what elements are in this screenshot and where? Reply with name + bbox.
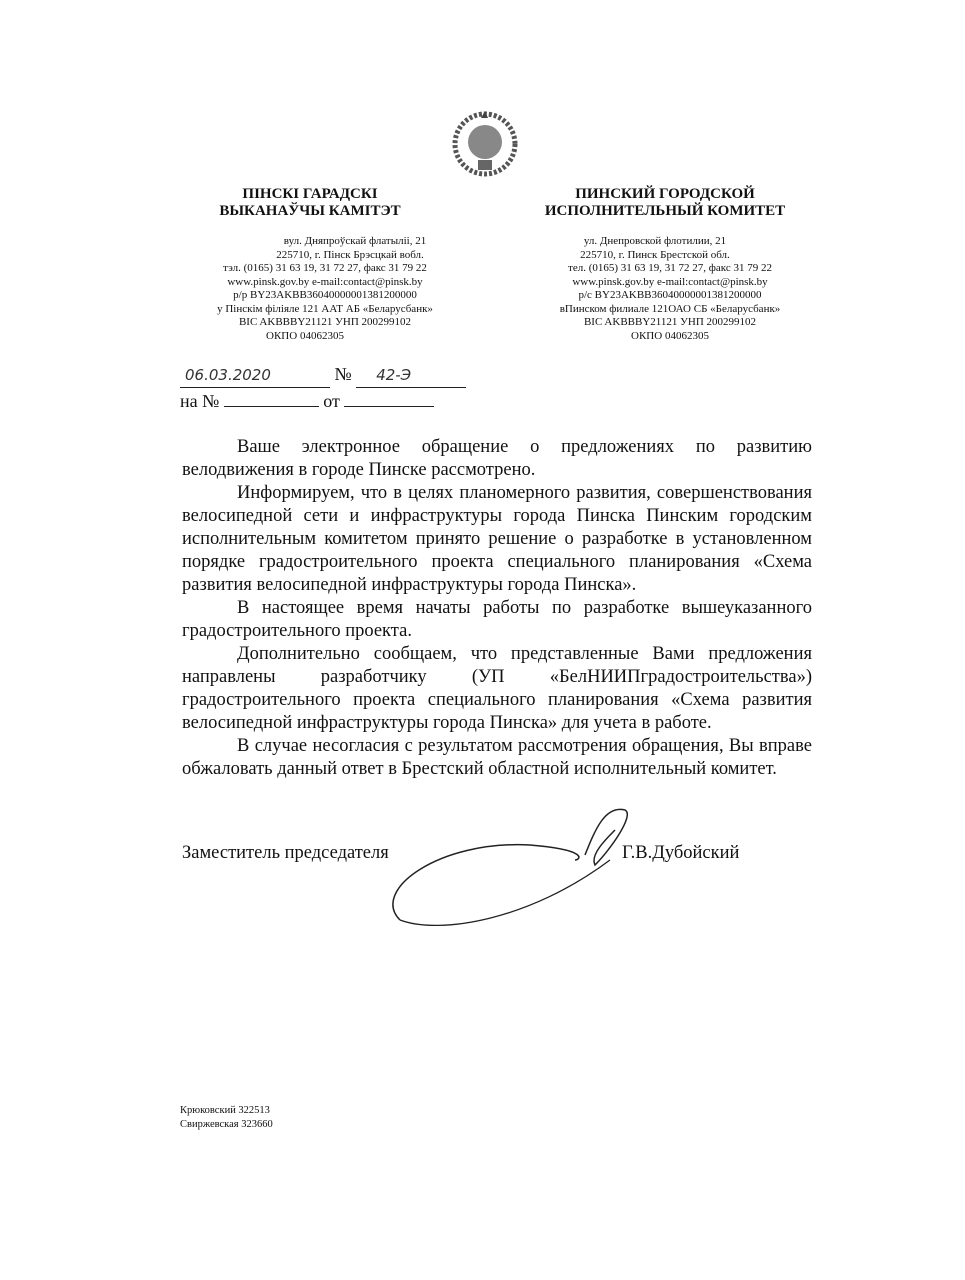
org-name-line: ПІНСКІ ГАРАДСКІ [242, 186, 378, 202]
address-line: www.pinsk.gov.by e-mail:contact@pinsk.by [572, 275, 768, 288]
address-line: у Пінскім філіяле 121 ААТ АБ «Беларусбанк» [217, 302, 433, 315]
address-block-ru [525, 235, 815, 343]
body-paragraph: Ваше электронное обращение о предложениях по развитию велодвижения в городе Пинске рассмотрено. [182, 437, 812, 480]
footer-contact: Крюковский 322513 [180, 1105, 270, 1116]
address-line: вПинском филиале 121ОАО СБ «Беларусбанк» [559, 302, 781, 315]
org-name-line: ПИНСКИЙ ГОРОДСКОЙ [575, 186, 755, 202]
address-block-by [180, 235, 470, 343]
footer-contacts [180, 1104, 273, 1132]
org-name-by [190, 186, 430, 220]
body-paragraph: В случае несогласия с результатом рассмотрения обращения, Вы вправе обжаловать данный ответ в Брестский областной исполнительный комитет. [182, 736, 812, 779]
address-line: BIC AKBBBY21121 УНП 200299102 [238, 316, 412, 328]
signer-position: Заместитель председателя [182, 843, 389, 863]
org-name-line: ИСПОЛНИТЕЛЬНЫЙ КОМИТЕТ [544, 203, 786, 219]
letter-date: 06.03.2020 [180, 363, 330, 388]
address-line: ОКПО 04062305 [266, 329, 344, 342]
body-paragraph: В настоящее время начаты работы по разработке вышеуказанного градостроительного проекта. [182, 598, 812, 641]
letter-body [182, 436, 812, 781]
address-line: 225710, г. Пінск Брэсцкай вобл. [276, 248, 424, 261]
letter-number: 42-Э [356, 363, 466, 388]
address-line: тел. (0165) 31 63 19, 31 72 27, факс 31 79 22 [568, 262, 772, 274]
body-paragraph: Информируем, что в целях планомерного развития, совершенствования велосипедной сети и инфраструктуры города Пинска Пинским городским исполнительным комитетом принято решение о разработке в установленном порядке градостроительного проекта специального планирования «Схема развития велосипедной инфраструктуры города Пинска». [182, 483, 812, 595]
address-line: р/с BY23AKBB36040000001381200000 [578, 289, 762, 301]
handwritten-signature [380, 800, 640, 940]
address-line: ул. Днепровской флотилии, 21 [583, 235, 727, 247]
address-line: www.pinsk.gov.by e-mail:contact@pinsk.by [227, 275, 423, 288]
footer-contact: Свиржевская 323660 [180, 1119, 273, 1130]
signer-name: Г.В.Дубойский [622, 843, 740, 863]
address-line: BIC AKBBBY21121 УНП 200299102 [583, 316, 757, 328]
address-line: р/р BY23AKBB36040000001381200000 [233, 289, 417, 301]
number-label: № [334, 364, 352, 384]
ref-date-blank [344, 388, 434, 407]
from-label: от [323, 391, 340, 411]
ref-label: на № [180, 391, 220, 411]
registration-block [180, 362, 466, 413]
address-line: тэл. (0165) 31 63 19, 31 72 27, факс 31 79 22 [223, 262, 427, 274]
address-line: 225710, г. Пинск Брестской обл. [580, 248, 730, 261]
address-line: вул. Дняпроўскай флатыліі, 21 [283, 235, 427, 247]
address-line: ОКПО 04062305 [631, 329, 709, 342]
org-name-line: ВЫКАНАЎЧЫ КАМІТЭТ [219, 203, 401, 219]
body-paragraph: Дополнительно сообщаем, что представленные Вами предложения направлены разработчику (УП «БелНИИПградостроительства») градостроительного проекта специального планирования «Схема развития велосипедной инфраструктуры города Пинска» для учета в работе. [182, 644, 812, 733]
ref-number-blank [224, 388, 319, 407]
org-name-ru [530, 186, 800, 220]
state-emblem-icon [450, 108, 520, 178]
